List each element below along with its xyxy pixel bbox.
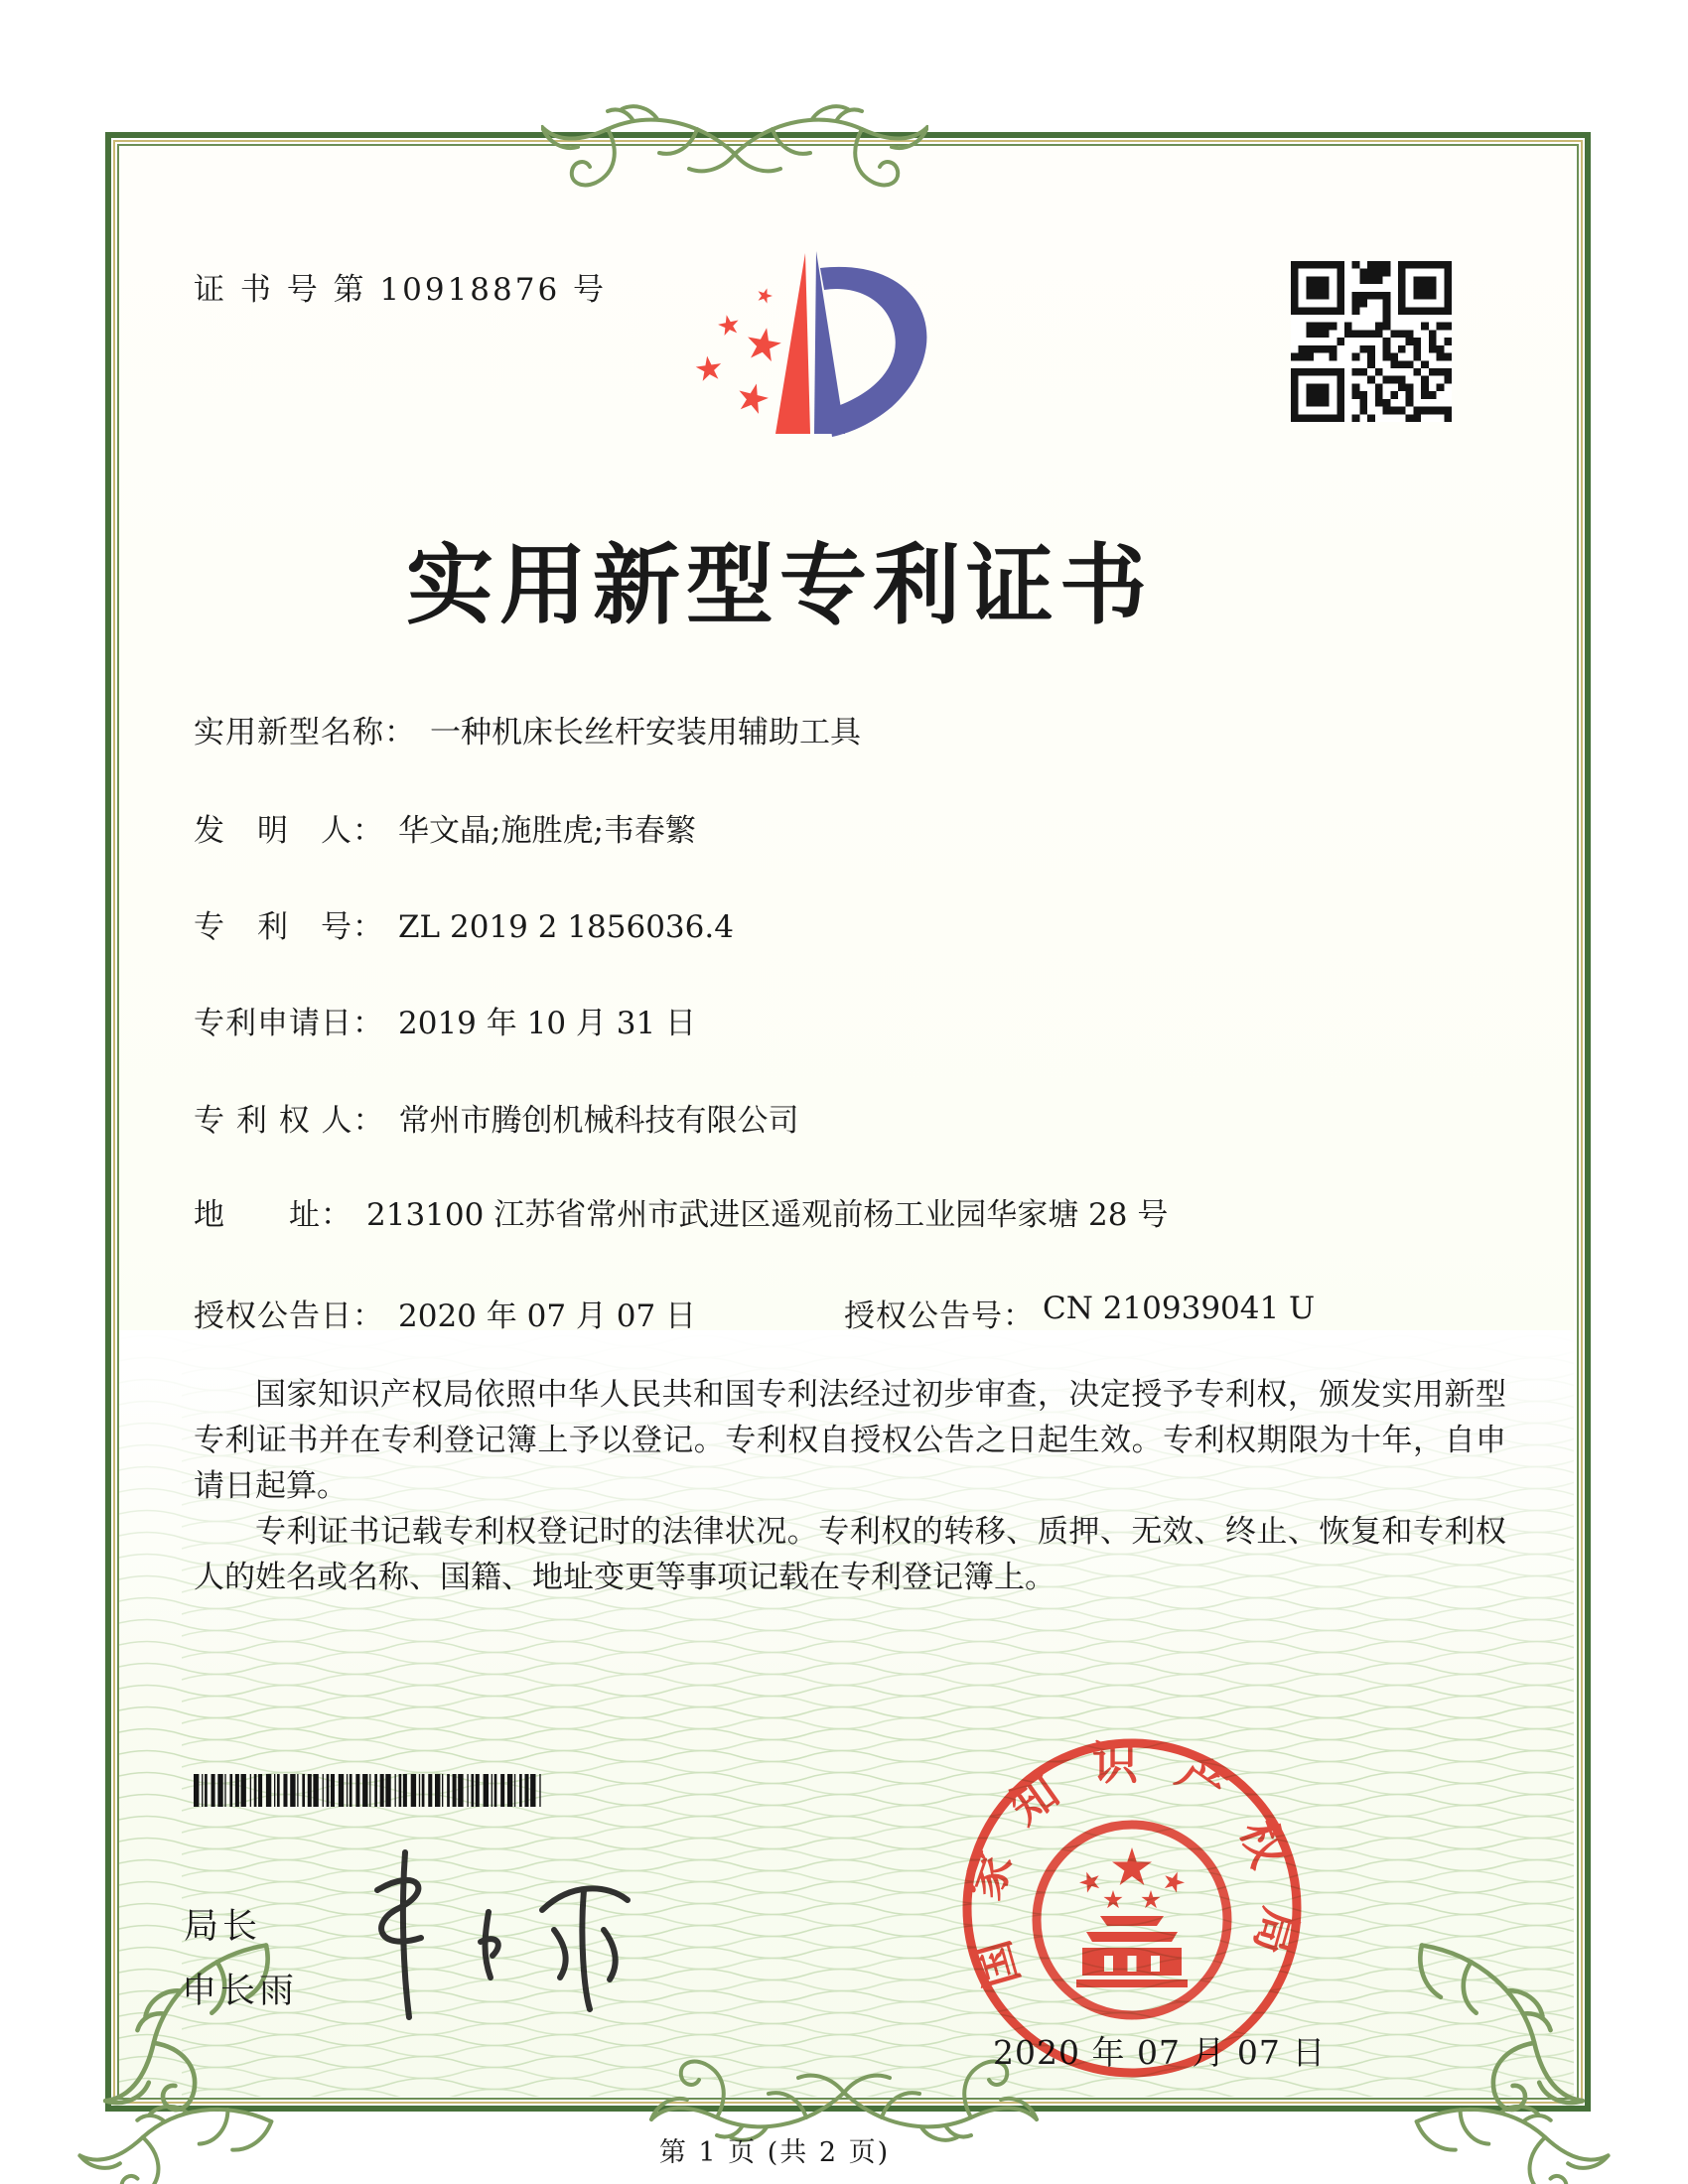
official-seal: [953, 1729, 1327, 2087]
field-label: 实用新型名称：: [194, 715, 416, 751]
field-label: 发 明 人：: [194, 813, 384, 849]
field-label: 地 址：: [194, 1197, 352, 1233]
field-row-patent-no: [194, 901, 1514, 946]
seal-date: 2020 年 07 月 07 日: [993, 2033, 1327, 2072]
field-row-grant-date: [194, 1291, 1514, 1335]
legal-paragraph-1: 国家知识产权局依照中华人民共和国专利法经过初步审查，决定授予专利权，颁发实用新型专利证书并在专利登记簿上予以登记。专利权自授权公告之日起生效。专利权期限为十年，自申请日起算。: [194, 1377, 1506, 1504]
field-row-patentee: [194, 1095, 1514, 1140]
national-emblem-icon: [1037, 1825, 1227, 2015]
barcode: [194, 1774, 548, 1807]
bottom-right-corner-ornament: [1358, 1936, 1626, 2184]
field-value: 213100 江苏省常州市武进区遥观前杨工业园华家塘 28 号: [366, 1197, 1169, 1233]
commissioner-name: 申长雨: [182, 1972, 299, 2011]
grant-no-label: 授权公告号：: [844, 1298, 1035, 1334]
seal-text: 国家知识产权局: [955, 1736, 1309, 1993]
field-label: 专 利 号：: [194, 909, 384, 945]
cnipa-logo-icon: [643, 238, 986, 452]
field-value: 一种机床长丝杆安装用辅助工具: [430, 715, 861, 751]
certificate-number: 证 书 号 第 10918876 号: [194, 272, 608, 308]
legal-paragraph-2: 专利证书记载专利权登记时的法律状况。专利权的转移、质押、无效、终止、恢复和专利权人的姓名或名称、国籍、地址变更等事项记载在专利登记簿上。: [194, 1514, 1506, 1595]
field-value: 2019 年 10 月 31 日: [398, 1006, 697, 1041]
page-number: 第 1 页 (共 2 页): [658, 2137, 891, 2168]
field-row-name: [194, 707, 1514, 751]
field-value: 华文晶;施胜虎;韦春繁: [398, 813, 696, 849]
legal-text: [194, 1372, 1506, 1600]
field-value: 2020 年 07 月 07 日: [398, 1298, 697, 1334]
logo-stars-icon: [694, 286, 783, 415]
field-value: 常州市腾创机械科技有限公司: [398, 1103, 799, 1139]
field-row-filing-date: [194, 998, 1514, 1042]
field-label: 专 利 权 人：: [194, 1103, 385, 1139]
field-row-inventors: [194, 805, 1514, 850]
commissioner-signature: [348, 1839, 645, 2032]
certificate-title: 实用新型专利证书: [405, 533, 1153, 636]
field-label: 专利申请日：: [194, 1006, 384, 1041]
grant-no-value: CN 210939041 U: [1043, 1291, 1316, 1326]
field-label: 授权公告日：: [194, 1298, 384, 1334]
commissioner-title: 局长: [184, 1907, 262, 1947]
top-border-ornament: [541, 81, 928, 191]
field-row-address: [194, 1189, 1514, 1234]
field-value: ZL 2019 2 1856036.4: [398, 909, 734, 945]
qr-code: [1291, 261, 1452, 422]
